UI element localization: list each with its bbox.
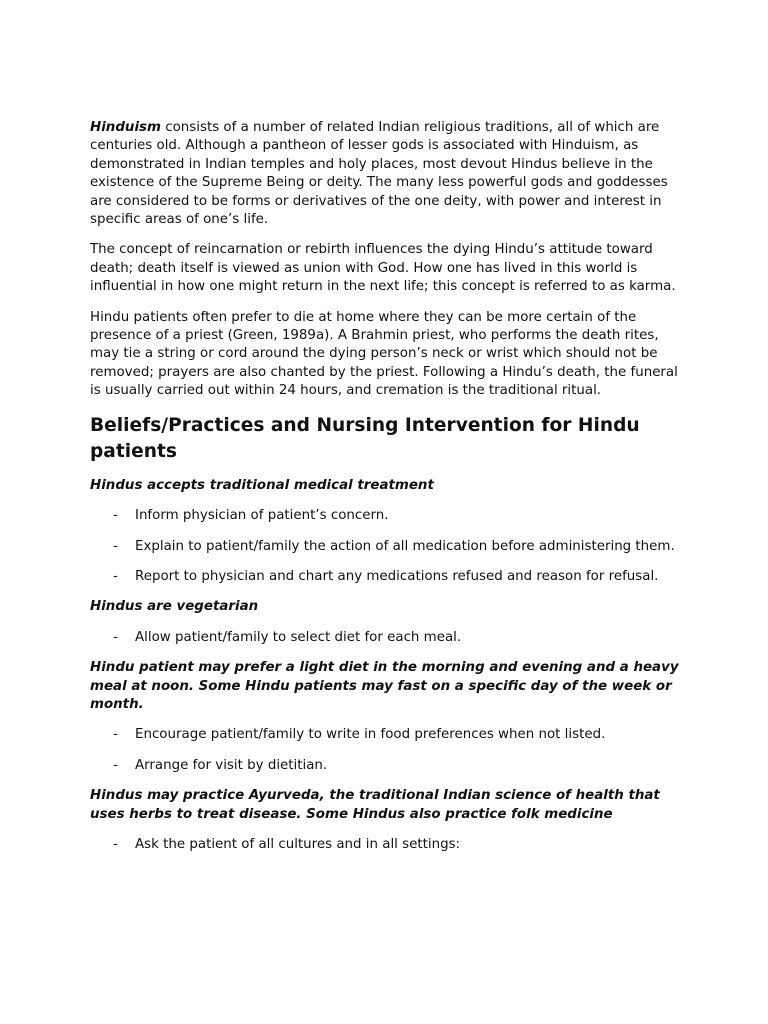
list-item <box>90 836 690 854</box>
bullet-list <box>90 507 690 586</box>
list-item <box>90 629 690 647</box>
bullet-list <box>90 836 690 854</box>
list-item-text: Encourage patient/family to write in food preferences when not listed. <box>135 727 606 743</box>
intro-paragraph-3: Hindu patients often prefer to die at home where they can be more certain of the presence of a priest (Green, 1989a). A Brahmin priest, who performs the death rites, may tie a string or cord around the dying person’s neck or wrist which should not be removed; prayers are also chanted by the priest. Following a Hindu’s death, the funeral is usually carried out within 24 hours, and cremation is the traditional ritual. <box>90 309 678 399</box>
bullet-list <box>90 726 690 775</box>
subsection-heading: Hindus are vegetarian <box>90 599 259 615</box>
list-item-text: Explain to patient/family the action of all medication before administering them. <box>135 538 675 554</box>
list-item <box>90 757 690 775</box>
dash-bullet: - <box>113 568 118 584</box>
dash-bullet: - <box>113 727 118 743</box>
list-item-text: Inform physician of patient’s concern. <box>135 508 389 524</box>
bullet-list <box>90 629 690 647</box>
intro-lead-term: Hinduism <box>90 120 161 135</box>
dash-bullet: - <box>113 508 118 524</box>
subsection-heading: Hindus may practice Ayurveda, the traditional Indian science of health that uses herbs to treat disease. Some Hindus also practice folk medicine <box>90 788 660 822</box>
document-page <box>90 119 690 866</box>
list-item-text: Allow patient/family to select diet for each meal. <box>135 629 462 645</box>
list-item <box>90 507 690 525</box>
list-item <box>90 726 690 744</box>
intro-paragraph-1 <box>90 119 690 229</box>
subsection-heading: Hindus accepts traditional medical treatment <box>90 477 434 493</box>
intro-paragraph-1-text: consists of a number of related Indian religious traditions, all of which are centuries old. Although a pantheon of lesser gods is associated with Hinduism, as demonstrated in Indian temples and holy places, most devout Hindus believe in the existence of the Supreme Being or deity. The many less powerful gods and goddesses are considered to be forms or derivatives of the one deity, with power and interest in specific areas of one’s life. <box>90 120 668 228</box>
list-item <box>90 568 690 586</box>
dash-bullet: - <box>113 757 118 773</box>
subsection-heading: Hindu patient may prefer a light diet in the morning and evening and a heavy meal at noon. Some Hindu patients may fast on a specific day of the week or month. <box>90 660 679 712</box>
section-heading: Beliefs/Practices and Nursing Intervention for Hindu patients <box>90 414 640 462</box>
dash-bullet: - <box>113 836 118 852</box>
list-item <box>90 538 690 556</box>
dash-bullet: - <box>113 629 118 645</box>
intro-paragraph-2: The concept of reincarnation or rebirth influences the dying Hindu’s attitude toward death; death itself is viewed as union with God. How one has lived in this world is influential in how one might return in the next life; this concept is referred to as karma. <box>90 242 676 295</box>
list-item-text: Ask the patient of all cultures and in all settings: <box>135 836 461 852</box>
list-item-text: Arrange for visit by dietitian. <box>135 757 328 773</box>
list-item-text: Report to physician and chart any medications refused and reason for refusal. <box>135 568 659 584</box>
dash-bullet: - <box>113 538 118 554</box>
